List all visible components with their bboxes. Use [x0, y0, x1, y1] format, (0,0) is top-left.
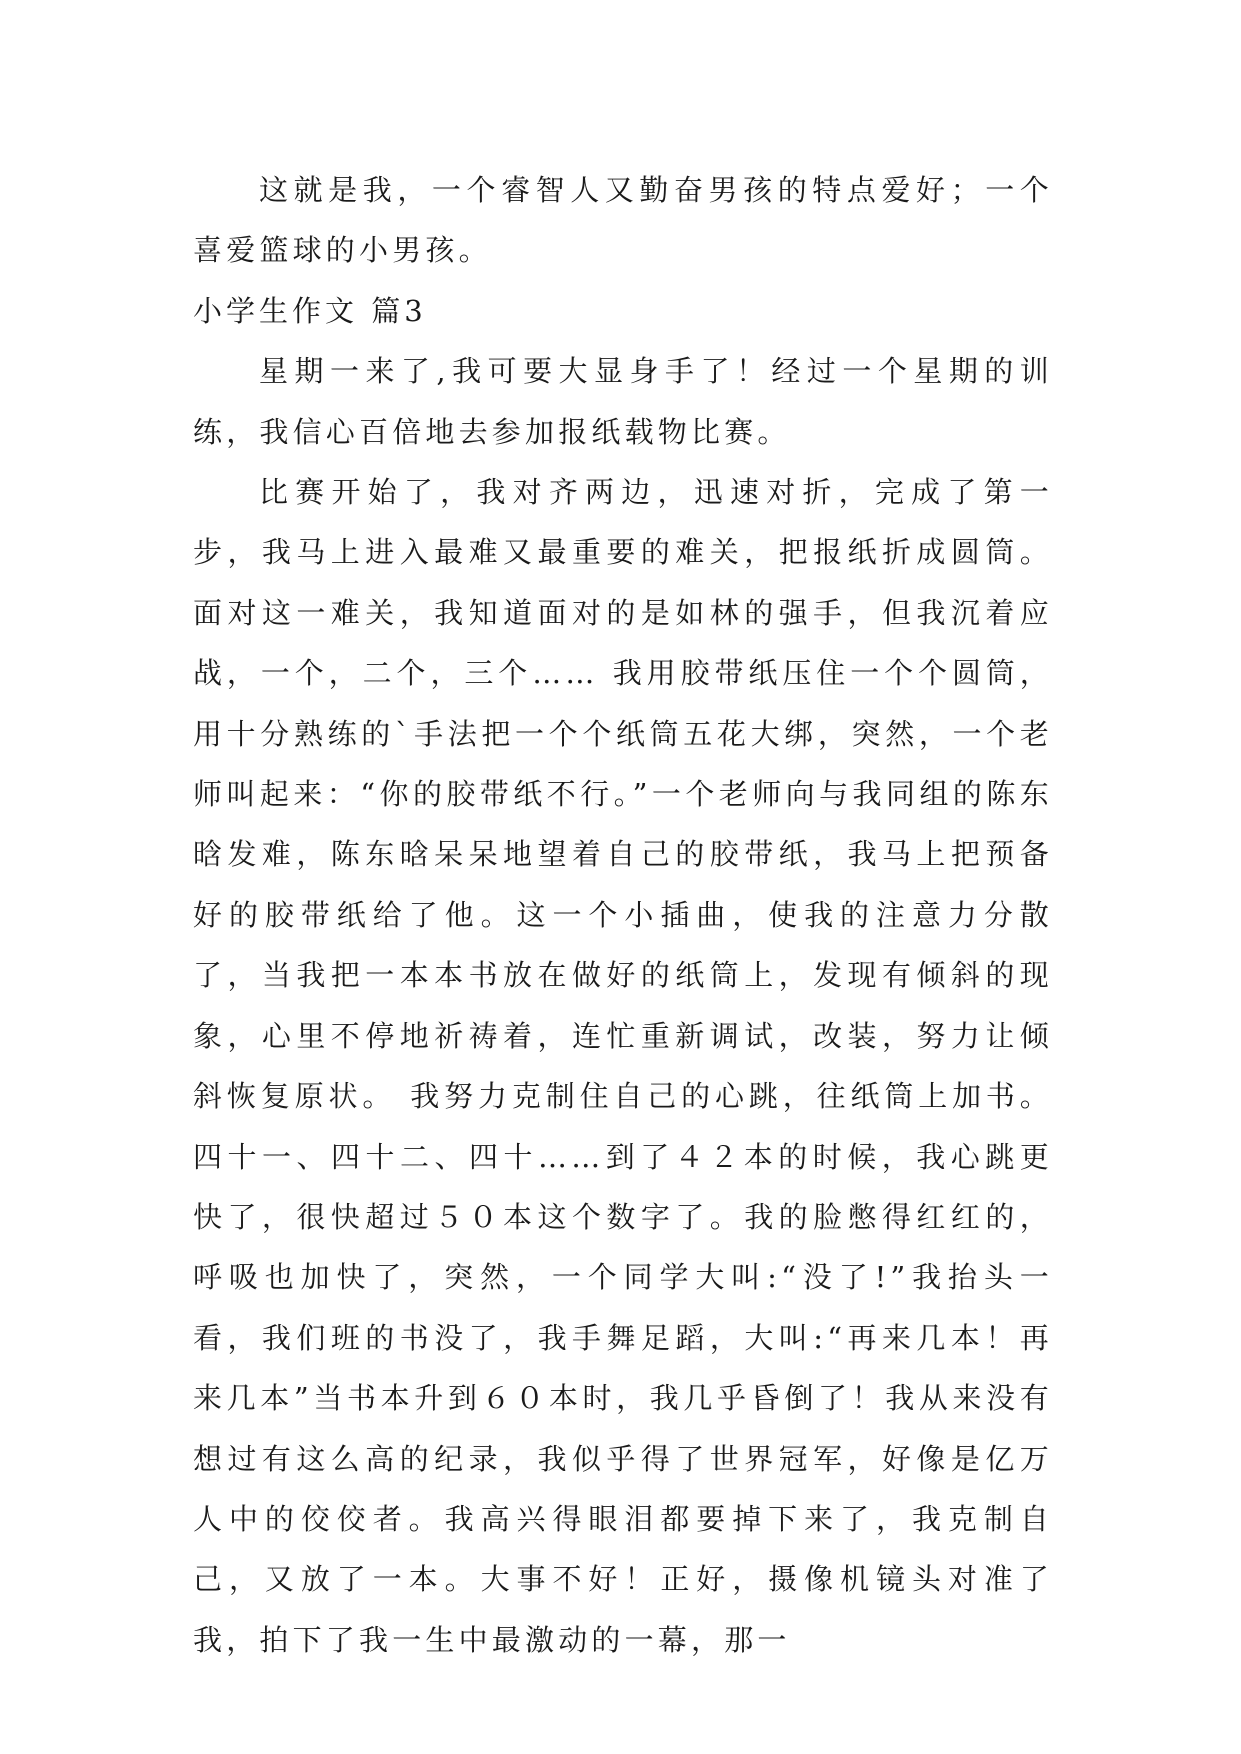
document-body — [193, 160, 1053, 1670]
paragraph-1: 星期一来了,我可要大显身手了！经过一个星期的训练，我信心百倍地去参加报纸载物比赛。 — [193, 354, 1053, 449]
paragraph-closing-previous: 这就是我，一个睿智人又勤奋男孩的特点爱好；一个喜爱篮球的小男孩。 — [193, 173, 1053, 268]
section-heading: 小学生作文 篇3 — [193, 293, 427, 328]
paragraph-2: 比赛开始了，我对齐两边，迅速对折，完成了第一步，我马上进入最难又最重要的难关，把报纸折成圆筒。面对这一难关，我知道面对的是如林的强手，但我沉着应战，一个，二个，三个…… 我用胶带纸压住一个个圆筒，用十分熟练的`手法把一个个纸筒五花大绑，突然，一个老师叫起来：“你的胶带纸不行。”一个老师向与我同组的陈东晗发难，陈东晗呆呆地望着自己的胶带纸，我马上把预备好的胶带纸给了他。这一个小插曲，使我的注意力分散了，当我把一本本书放在做好的纸筒上，发现有倾斜的现象，心里不停地祈祷着，连忙重新调试，改装，努力让倾斜恢复原状。 我努力克制住自己的心跳，往纸筒上加书。四十一、四十二、四十……到了４２本的时候，我心跳更快了，很快超过５０本这个数字了。我的脸憋得红红的，呼吸也加快了，突然，一个同学大叫:“没了!”我抬头一看，我们班的书没了，我手舞足蹈，大叫:“再来几本！再来几本”当书本升到６０本时，我几乎昏倒了！我从来没有想过有这么高的纪录，我似乎得了世界冠军，好像是亿万人中的佼佼者。我高兴得眼泪都要掉下来了，我克制自己，又放了一本。大事不好！正好，摄像机镜头对准了我，拍下了我一生中最激动的一幕，那一 — [193, 475, 1053, 1657]
